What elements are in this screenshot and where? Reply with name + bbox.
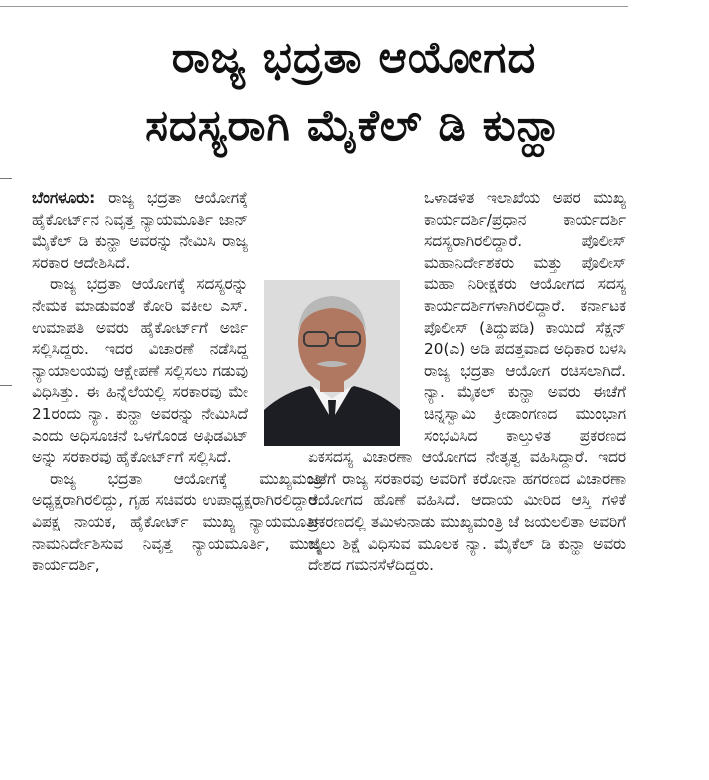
paragraph-text: ರಾಜ್ಯ ಭದ್ರತಾ ಆಯೋಗಕ್ಕೆ ಹೈಕೋರ್ಟ್‌ನ ನಿವೃತ್ತ ನ್ಯಾಯಮೂರ್ತಿ ಜಾನ್ ಮೈಕೆಲ್ ಡಿ ಕುನ್ಹಾ ಅವರನ್ನು ನೇಮಿಸಿ ರಾಜ್ಯ ಸರಕಾರ ಆದೇಶಿಸಿದೆ.	[32, 189, 248, 272]
margin-tick	[0, 178, 12, 179]
portrait-photo	[264, 280, 400, 446]
dateline: ಬೆಂಗಳೂರು:	[32, 189, 96, 207]
article-paragraph	[32, 188, 322, 274]
portrait-illustration	[264, 280, 400, 446]
article-paragraph: ಒಳಾಡಳಿತ ಇಲಾಖೆಯ ಅಪರ ಮುಖ್ಯ ಕಾರ್ಯದರ್ಶಿ/ಪ್ರಧಾನ ಕಾರ್ಯದರ್ಶಿ ಸದಸ್ಯರಾಗಿರಲಿದ್ದಾರೆ. ಪೊಲೀಸ್ ಮಹಾನಿರ್ದೇಶಕರು ಮತ್ತು ಪೊಲೀಸ್ ಮಹಾ ನಿರೀಕ್ಷಕರು ಆಯೋಗದ ಸದಸ್ಯ ಕಾರ್ಯದರ್ಶಿಗಳಾಗಿರಲಿದ್ದಾರೆ. ಕರ್ನಾಟಕ ಪೊಲೀಸ್ (ತಿದ್ದುಪಡಿ) ಕಾಯಿದೆ ಸೆಕ್ಷನ್ 20(ಎ) ಅಡಿ ಪದತ್ತವಾದ ಅಧಿಕಾರ ಬಳಸಿ ರಾಜ್ಯ ಭದ್ರತಾ ಆಯೋಗ ರಚಿಸಲಾಗಿದೆ. ನ್ಯಾ. ಮೈಕಲ್ ಕುನ್ಹಾ ಅವರು ಈಚೆಗೆ ಚಿನ್ನಸ್ವಾಮಿ ಕ್ರೀಡಾಂಗಣದ ಮುಂಭಾಗ ಸಂಭವಿಸಿದ ಕಾಲ್ತುಳಿತ ಪ್ರಕರಣದ ಏಕಸದಸ್ಯ ವಿಚಾರಣಾ ಆಯೋಗದ ನೇತೃತ್ವ ವಹಿಸಿದ್ದಾರೆ. ಇದರ ಜತೆಗೆ ರಾಜ್ಯ ಸರಕಾರವು ಅವರಿಗೆ ಕರೋನಾ ಹಗರಣದ ವಿಚಾರಣಾ ಆಯೋಗದ ಹೊಣೆ ವಹಿಸಿದೆ. ಆದಾಯ ಮೀರಿದ ಆಸ್ತಿ ಗಳಿಕೆ ಪ್ರಕರಣದಲ್ಲಿ ತಮಿಳುನಾಡು ಮುಖ್ಯಮಂತ್ರಿ ಜೆ ಜಯಲಲಿತಾ ಅವರಿಗೆ ಜೈಲು ಶಿಕ್ಷೆ ವಿಧಿಸುವ ಮೂಲಕ ನ್ಯಾ. ಮೈಕೆಲ್ ಡಿ ಕುನ್ಹಾ ಅವರು ದೇಶದ ಗಮನಸೆಳೆದಿದ್ದರು.	[308, 189, 626, 575]
article-paragraph: ರಾಜ್ಯ ಭದ್ರತಾ ಆಯೋಗಕ್ಕೆ ಮುಖ್ಯಮಂತ್ರಿ ಅಧ್ಯಕ್ಷರಾಗಿರಲಿದ್ದು, ಗೃಹ ಸಚಿವರು ಉಪಾಧ್ಯಕ್ಷರಾಗಿರಲಿದ್ದಾರೆ. ವಿಪಕ್ಷ ನಾಯಕ, ಹೈಕೋರ್ಟ್ ಮುಖ್ಯ ನ್ಯಾಯಮೂರ್ತಿ ನಾಮನಿರ್ದೇಶಿಸುವ ನಿವೃತ್ತ ನ್ಯಾಯಮೂರ್ತಿ, ಮುಖ್ಯ ಕಾರ್ಯದರ್ಶಿ,	[32, 469, 322, 575]
headline-line-2: ಸದಸ್ಯರಾಗಿ ಮೈಕೆಲ್ ಡಿ ಕುನ್ಹಾ	[145, 101, 563, 151]
headline-line-1: ರಾಜ್ಯ ಭದ್ರತಾ ಆಯೋಗದ	[171, 33, 537, 83]
article-paragraph: ರಾಜ್ಯ ಭದ್ರತಾ ಆಯೋಗಕ್ಕೆ ಸದಸ್ಯರನ್ನು ನೇಮಕ ಮಾಡುವಂತೆ ಕೋರಿ ವಕೀಲ ಎಸ್. ಉಮಾಪತಿ ಅವರು ಹೈಕೋರ್ಟ್‌ಗೆ ಅರ್ಜಿ ಸಲ್ಲಿಸಿದ್ದರು. ಇದರ ವಿಚಾರಣೆ ನಡೆಸಿದ್ದ ನ್ಯಾಯಾಲಯವು ಆಕ್ಷೇಪಣೆ ಸಲ್ಲಿಸಲು ಗಡುವು ವಿಧಿಸಿತ್ತು. ಈ ಹಿನ್ನೆಲೆಯಲ್ಲಿ ಸರಕಾರವು ಮೇ 21ರಂದು ನ್ಯಾ. ಕುನ್ಹಾ ಅವರನ್ನು ನೇಮಿಸಿದೆ ಎಂದು ಅಧಿಸೂಚನೆ ಒಳಗೊಂಡ ಅಫಿಡವಿಟ್ ಅನ್ನು ಸರಕಾರವು ಹೈಕೋರ್ಟ್‌ಗೆ ಸಲ್ಲಿಸಿದೆ.	[32, 275, 248, 467]
margin-tick	[0, 385, 12, 386]
top-rule	[0, 6, 628, 7]
